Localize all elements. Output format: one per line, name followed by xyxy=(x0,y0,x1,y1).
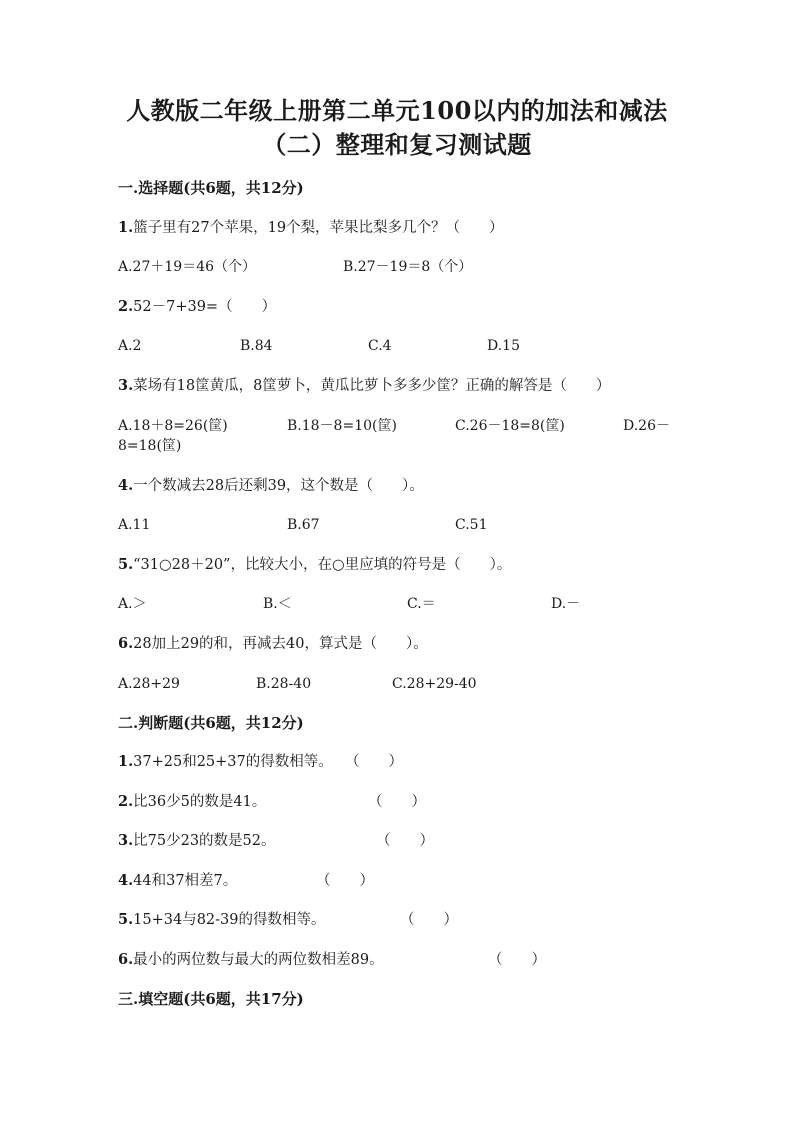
judgment-question-6 xyxy=(118,950,384,970)
option-b[interactable]: B.27－19＝8（个） xyxy=(343,259,473,275)
question-text: “31○28＋20”，比较大小，在○里应填的符号是（ ）。 xyxy=(133,557,512,573)
title-line-1: 人教版二年级上册第二单元100以内的加法和减法 xyxy=(126,96,668,125)
judgment-question-5 xyxy=(118,910,326,930)
question-text: 最小的两位数与最大的两位数相差89。 xyxy=(133,952,384,968)
question-number: 4. xyxy=(118,477,134,494)
question-text: 15+34与82-39的得数相等。 xyxy=(133,912,326,928)
question-text: 篮子里有27个苹果，19个梨，苹果比梨多几个？（ ） xyxy=(133,220,504,236)
question-number: 2. xyxy=(118,793,134,810)
question-text: 菜场有18筐黄瓜，8筐萝卜，黄瓜比萝卜多多少筐？正确的解答是（ ） xyxy=(133,378,611,394)
question-number: 6. xyxy=(118,635,134,652)
option-c[interactable]: C.4 xyxy=(368,338,392,354)
judgment-question-1 xyxy=(118,752,333,772)
question-number: 5. xyxy=(118,556,134,573)
answer-parentheses[interactable]: （ ） xyxy=(316,873,374,889)
choice-question-3 xyxy=(118,376,610,396)
option-b[interactable]: B.28-40 xyxy=(256,676,312,692)
answer-parentheses[interactable]: （ ） xyxy=(400,912,458,928)
option-d-continued: 8=18(筐) xyxy=(118,438,182,454)
question-text: 比75少23的数是52。 xyxy=(133,833,276,849)
option-c[interactable]: C.51 xyxy=(455,517,488,533)
question-number: 6. xyxy=(118,951,134,968)
choice-question-5 xyxy=(118,555,511,575)
question-number: 3. xyxy=(118,832,134,849)
option-a[interactable]: A.＞ xyxy=(118,596,147,612)
judgment-question-2 xyxy=(118,792,266,812)
question-text: 比36少5的数是41。 xyxy=(133,794,267,810)
judgment-question-4 xyxy=(118,871,237,891)
question-text: 一个数减去28后还剩39，这个数是（ ）。 xyxy=(133,478,424,494)
option-c[interactable]: C.28+29-40 xyxy=(392,676,477,692)
question-number: 1. xyxy=(118,753,134,770)
question-text: 28加上29的和，再减去40，算式是（ ）。 xyxy=(133,636,428,652)
option-c[interactable]: C.＝ xyxy=(407,596,436,612)
question-number: 3. xyxy=(118,377,134,394)
section-heading-judgment: 二.判断题(共6题，共12分) xyxy=(118,714,304,732)
option-a[interactable]: A.2 xyxy=(118,338,142,354)
option-d[interactable]: D.－ xyxy=(551,596,581,612)
question-text: 37+25和25+37的得数相等。 xyxy=(133,754,333,770)
option-b[interactable]: B.84 xyxy=(240,338,273,354)
choice-question-4 xyxy=(118,476,424,496)
choice-question-1 xyxy=(118,218,504,238)
option-c[interactable]: C.26－18=8(筐) xyxy=(455,418,565,434)
question-text: 52－7+39=（ ） xyxy=(133,299,277,315)
option-b[interactable]: B.67 xyxy=(287,517,320,533)
option-d[interactable]: D.15 xyxy=(487,338,520,354)
question-text: 44和37相差7。 xyxy=(133,873,238,889)
option-a[interactable]: A.28+29 xyxy=(118,676,180,692)
answer-parentheses[interactable]: （ ） xyxy=(368,794,426,810)
answer-parentheses[interactable]: （ ） xyxy=(488,952,546,968)
answer-parentheses[interactable]: （ ） xyxy=(345,754,403,770)
title-line-2: （二）整理和复习测试题 xyxy=(262,130,532,159)
question-number: 2. xyxy=(118,298,134,315)
question-number: 4. xyxy=(118,872,134,889)
option-a[interactable]: A.27＋19＝46（个） xyxy=(118,259,257,275)
option-a[interactable]: A.11 xyxy=(118,517,151,533)
option-b[interactable]: B.18－8=10(筐) xyxy=(287,418,397,434)
section-heading-fill-in: 三.填空题(共6题，共17分) xyxy=(118,990,304,1008)
question-number: 1. xyxy=(118,219,134,236)
judgment-question-3 xyxy=(118,831,276,851)
choice-question-2 xyxy=(118,297,276,317)
section-heading-choice: 一.选择题(共6题，共12分) xyxy=(118,179,304,197)
option-b[interactable]: B.＜ xyxy=(263,596,292,612)
option-a[interactable]: A.18＋8=26(筐) xyxy=(118,418,228,434)
choice-question-6 xyxy=(118,634,428,654)
answer-parentheses[interactable]: （ ） xyxy=(376,833,434,849)
question-number: 5. xyxy=(118,911,134,928)
option-d[interactable]: D.26－ xyxy=(623,418,670,434)
